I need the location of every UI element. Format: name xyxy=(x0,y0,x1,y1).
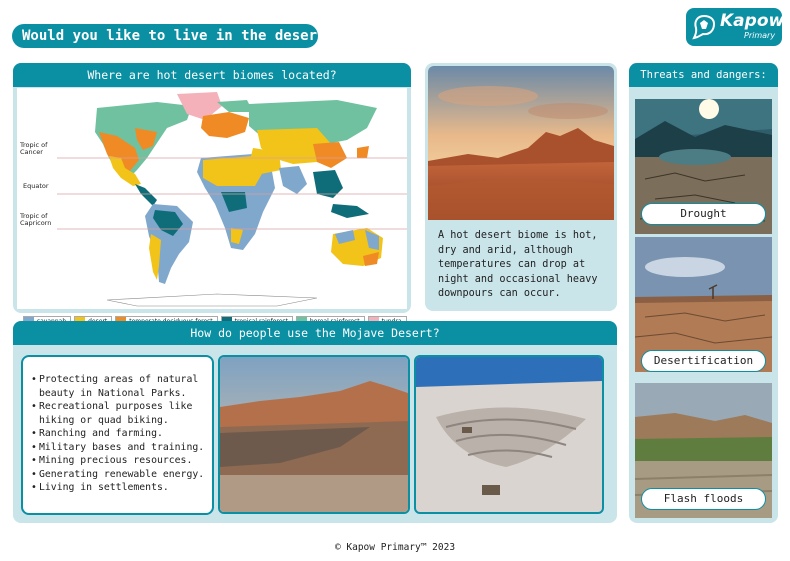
list-item: hiking or quad biking. xyxy=(39,414,169,426)
threats-panel xyxy=(629,63,778,523)
threat-desertification-label: Desertification xyxy=(641,350,766,372)
list-item: beauty in National Parks. xyxy=(39,387,187,399)
map-panel-heading: Where are hot desert biomes located? xyxy=(13,63,411,87)
page-title: Would you like to live in the desert? xyxy=(12,24,318,48)
mine-photo xyxy=(414,355,604,514)
list-item: • Recreational purposes like xyxy=(31,400,204,414)
mojave-uses-card xyxy=(21,355,214,515)
list-item: • Mining precious resources. xyxy=(31,454,204,468)
tropic-of-cancer-label: Tropic of Cancer xyxy=(20,141,48,156)
tropic-of-capricorn-label: Tropic of Capricorn xyxy=(20,212,52,227)
settlement-photo xyxy=(218,355,410,514)
list-item: • Living in settlements. xyxy=(31,481,204,495)
mojave-heading: How do people use the Mojave Desert? xyxy=(13,321,617,345)
kapow-logo[interactable] xyxy=(686,8,785,46)
equator-label: Equator xyxy=(23,182,49,190)
desert-sunset-photo xyxy=(428,66,614,220)
logo-brand-text: Kapow xyxy=(720,11,785,31)
list-item: • Ranching and farming. xyxy=(31,427,204,441)
logo-sub-text: Primary xyxy=(744,31,776,40)
desert-description: A hot desert biome is hot, dry and arid, although temperatures can drop at night and occasional heavy downpours can occur. xyxy=(438,230,598,300)
desert-photo-panel xyxy=(425,63,617,311)
threat-drought-label: Drought xyxy=(641,203,766,225)
threats-heading: Threats and dangers: xyxy=(629,63,778,87)
world-biome-map xyxy=(17,88,407,309)
threat-flash-floods-label: Flash floods xyxy=(641,488,766,510)
world-map-graphic xyxy=(17,88,407,309)
list-item: • Protecting areas of natural xyxy=(31,373,204,387)
biome-map-panel xyxy=(13,63,411,313)
mojave-panel xyxy=(13,321,617,523)
kapow-mark-icon xyxy=(692,14,716,40)
mojave-uses-list xyxy=(31,373,204,495)
footer-copyright: © Kapow Primary™ 2023 xyxy=(334,542,456,553)
list-item: • Generating renewable energy. xyxy=(31,468,204,482)
list-item: • Military bases and training. xyxy=(31,441,204,455)
